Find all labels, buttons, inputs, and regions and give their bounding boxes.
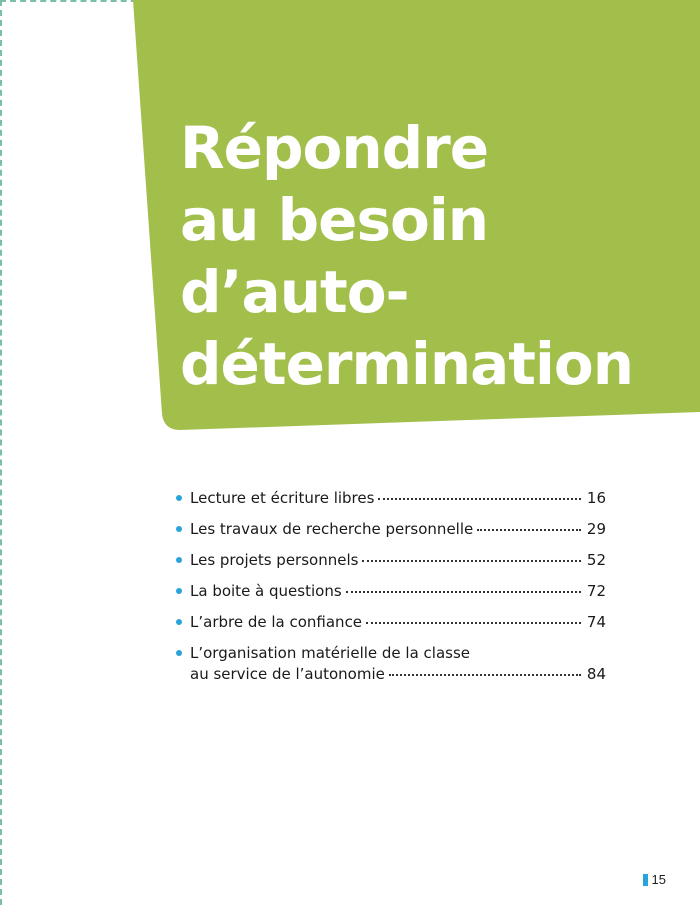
dot-leader [362,560,580,562]
toc-item-page: 52 [586,551,606,569]
toc-item[interactable] [176,581,606,602]
page-folio [643,872,666,887]
chapter-title-line: Répondre [180,114,489,182]
toc-item[interactable] [176,488,606,509]
toc-item[interactable] [176,519,606,540]
toc-item[interactable] [176,612,606,633]
chapter-title-line: au besoin [180,186,489,254]
page-number: 15 [651,872,666,887]
bullet-icon [176,650,182,656]
dot-leader [477,529,581,531]
dot-leader [378,498,580,500]
bullet-icon [176,619,182,625]
dot-leader [366,622,581,624]
chapter-title-line: d’auto- [180,258,409,326]
bullet-icon [176,526,182,532]
folio-marker-icon [643,874,648,886]
toc-item-label: L’arbre de la confiance [190,613,363,631]
dot-leader [389,674,581,676]
bullet-icon [176,588,182,594]
bullet-icon [176,557,182,563]
toc-item-label-line1: L’organisation matérielle de la classe [190,644,471,662]
chapter-title [180,112,633,400]
dot-leader [346,591,581,593]
toc-item[interactable] [176,643,606,685]
toc-item-page: 72 [586,582,606,600]
toc-item-label: La boite à questions [190,582,342,600]
toc-item-label: au service de l’autonomie [190,665,385,683]
toc-item-label: Les projets personnels [190,551,359,569]
toc-item-page: 84 [586,665,606,683]
table-of-contents [176,488,606,695]
toc-item[interactable] [176,550,606,571]
toc-item-page: 74 [586,613,606,631]
chapter-title-line: détermination [180,330,634,398]
bullet-icon [176,495,182,501]
toc-item-label: Lecture et écriture libres [190,489,375,507]
toc-item-page: 29 [586,520,606,538]
toc-item-page: 16 [586,489,606,507]
toc-item-label: Les travaux de recherche personnelle [190,520,474,538]
